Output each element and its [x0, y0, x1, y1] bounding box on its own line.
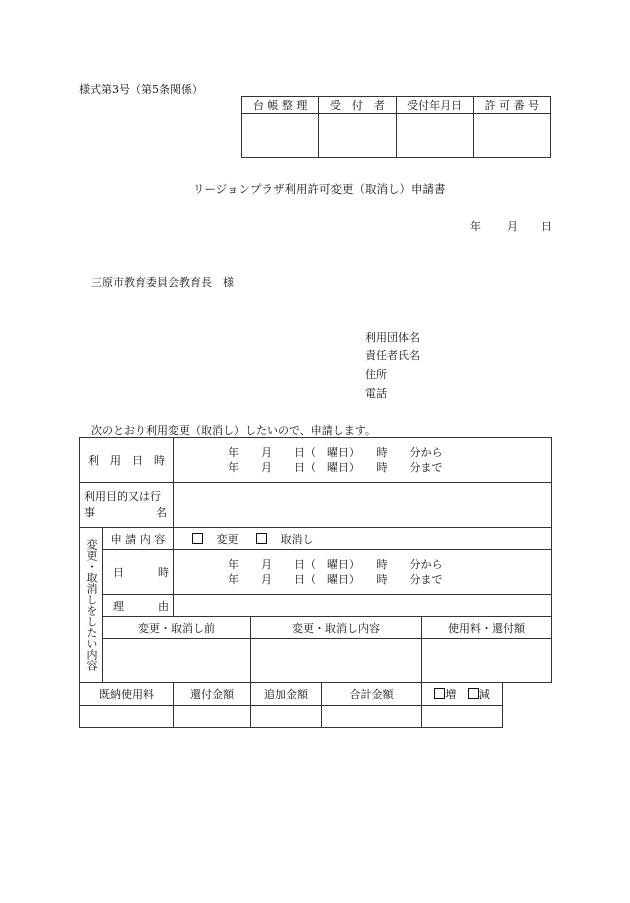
purpose-label	[80, 483, 174, 528]
increase-decrease-header	[422, 683, 503, 706]
usage-datetime-cell[interactable]	[174, 438, 552, 483]
decrease-checkbox[interactable]	[468, 688, 479, 699]
responsible-person-label: 責任者氏名	[365, 349, 420, 362]
increase-decrease-cell[interactable]	[422, 706, 503, 728]
office-use-table	[241, 96, 551, 158]
purpose-cell[interactable]	[174, 483, 552, 528]
total-amount-header: 合計金額	[322, 683, 422, 706]
reason-label-b: 由	[158, 599, 169, 613]
receipt-date-header: 受付年月日	[396, 97, 473, 114]
usage-datetime-label: 利 用 日 時	[80, 438, 174, 483]
purpose-label-part-b: 名	[156, 506, 167, 519]
refund-amount-header: 還付金額	[174, 683, 251, 706]
date-year: 年	[470, 220, 481, 233]
form-number: 様式第3号（第5条関係）	[79, 83, 203, 96]
change-datetime-label-a: 日	[113, 566, 124, 579]
change-datetime-line2: 年 月 日（ 曜日） 時 分まで	[228, 573, 443, 586]
purpose-label-part-a: 事	[84, 506, 95, 519]
increase-label: 増	[445, 688, 457, 701]
reason-label	[103, 595, 174, 617]
date-month: 月	[507, 220, 518, 233]
change-section-label	[80, 528, 103, 683]
refund-amount-cell[interactable]	[174, 706, 251, 728]
receiver-header: 受 付 者	[319, 97, 396, 114]
usage-datetime-line2: 年 月 日（ 曜日） 時 分まで	[228, 461, 443, 474]
receipt-date-cell[interactable]	[396, 114, 473, 158]
decrease-label: 減	[478, 688, 490, 701]
reason-label-a: 理	[113, 599, 124, 613]
change-checkbox[interactable]	[192, 533, 203, 544]
cancel-checkbox[interactable]	[256, 533, 267, 544]
change-datetime-label	[103, 550, 174, 595]
reason-cell[interactable]	[174, 595, 552, 617]
change-content-header: 変更・取消し内容	[251, 617, 422, 639]
application-table	[79, 437, 552, 728]
ledger-cell[interactable]	[242, 114, 319, 158]
fee-refund-header: 使用料・還付額	[422, 617, 552, 639]
intro-text: 次のとおり利用変更（取消し）したいので、申請します。	[91, 424, 376, 437]
request-content-label: 申 請 内 容	[103, 528, 174, 550]
paid-fee-cell[interactable]	[80, 706, 174, 728]
date-day: 日	[541, 220, 552, 233]
address-label: 住所	[365, 368, 387, 381]
document-title: リージョンプラザ利用許可変更（取消し）申請書	[193, 182, 446, 196]
total-amount-cell[interactable]	[322, 706, 422, 728]
permit-number-header: 許 可 番 号	[473, 97, 550, 114]
group-name-label: 利用団体名	[365, 331, 420, 344]
change-option-label: 変更	[216, 532, 239, 546]
purpose-label-line2	[84, 505, 169, 521]
purpose-label-line1: 利用目的又は行	[84, 490, 161, 503]
change-content-cell[interactable]	[251, 639, 422, 683]
increase-checkbox[interactable]	[434, 688, 445, 699]
receiver-cell[interactable]	[319, 114, 396, 158]
addressee: 三原市教育委員会教育長 様	[91, 276, 234, 289]
cancel-option-label: 取消し	[280, 532, 314, 546]
request-content-cell	[174, 528, 552, 550]
fee-refund-cell[interactable]	[422, 639, 552, 683]
change-section-vertical-text: 変更・取消しをしたい内容	[85, 539, 98, 671]
before-change-header: 変更・取消し前	[103, 617, 251, 639]
usage-datetime-line1: 年 月 日（ 曜日） 時 分から	[228, 446, 443, 459]
change-datetime-cell[interactable]	[174, 550, 552, 595]
phone-label: 電話	[365, 387, 387, 400]
change-datetime-line1: 年 月 日（ 曜日） 時 分から	[228, 558, 443, 571]
paid-fee-header: 既納使用料	[80, 683, 174, 706]
permit-number-cell[interactable]	[473, 114, 550, 158]
ledger-header: 台 帳 整 理	[242, 97, 319, 114]
additional-amount-header: 追加金額	[251, 683, 322, 706]
before-change-cell[interactable]	[103, 639, 251, 683]
change-datetime-label-b: 時	[158, 566, 169, 579]
additional-amount-cell[interactable]	[251, 706, 322, 728]
